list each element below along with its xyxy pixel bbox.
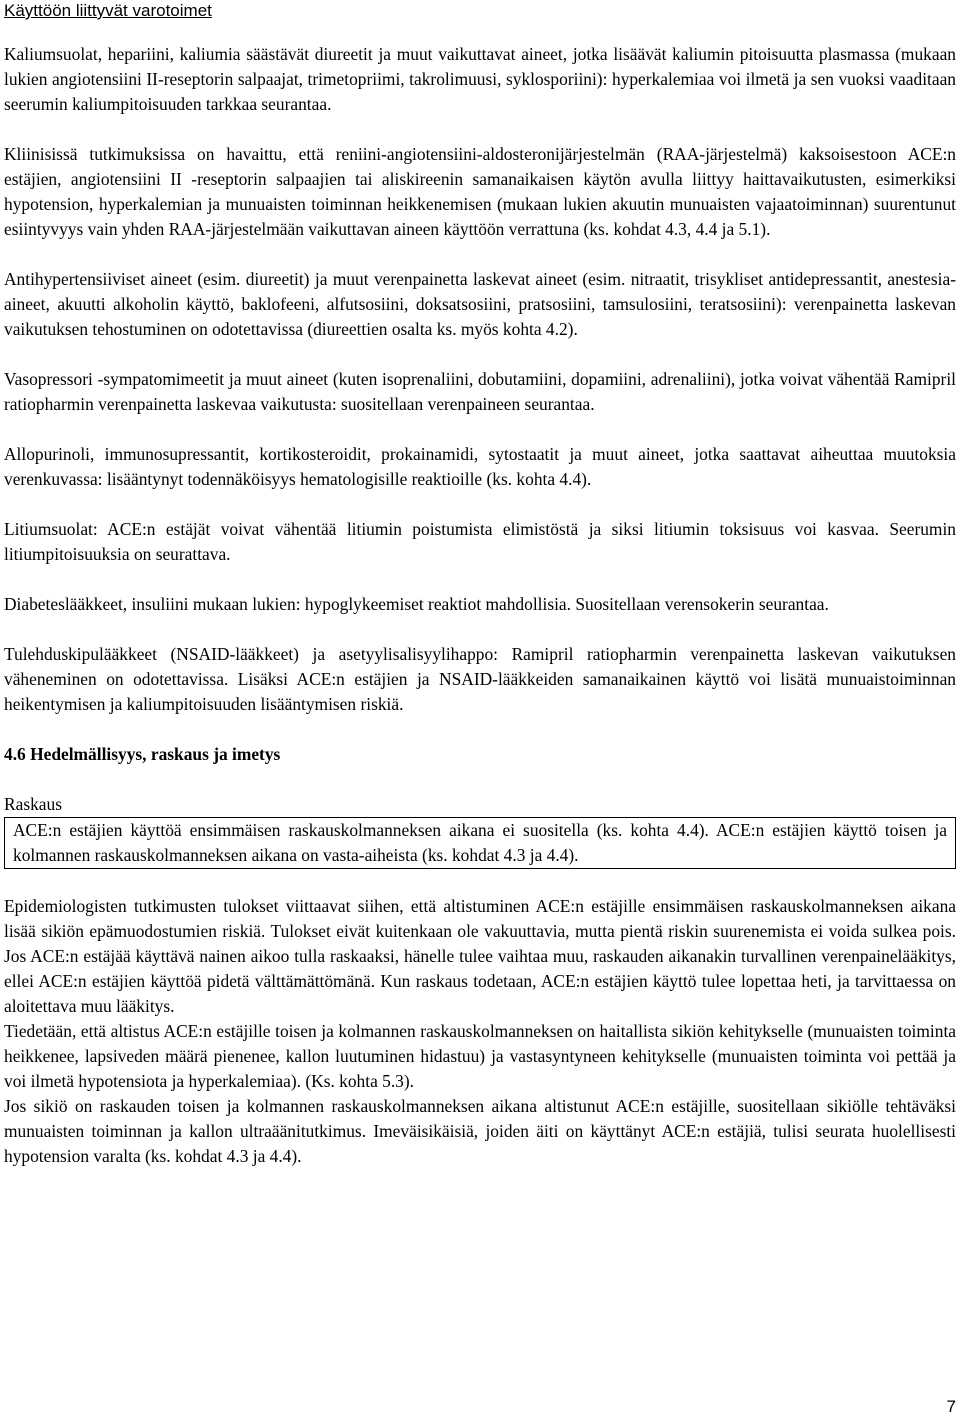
paragraph-epidemiology: Epidemiologisten tutkimusten tulokset viittaavat siihen, että altistuminen ACE:n estäjille ensimmäisen raskauskolmanneksen aikana lisää sikiön epämuodostumien riskiä. Tulokset eivät kuitenkaan ole vakuuttavia, mutta pientä riskin suurenemista ei voida sulkea pois. Jos ACE:n estäjää käyttävä nainen aikoo tulla raskaaksi, hänelle tulee vaihtaa muu, raskauden aikanakin turvallinen verenpainelääkitys, ellei ACE:n estäjien käyttöä pidetä välttämättömänä. Kun raskaus todetaan, ACE:n estäjien käyttö tulee lopettaa heti, ja tarvittaessa on aloitettava muu lääkitys. — [4, 896, 956, 1016]
paragraph-potassium: Kaliumsuolat, hepariini, kaliumia säästävät diureetit ja muut vaikuttavat aineet, jotka lisäävät kaliumin pitoisuutta plasmassa (mukaan lukien angiotensiini II-reseptorin salpaajat, trimetopriimi, takrolimuusi, syklosporiini): hyperkalemiaa voi ilmetä ja sen vuoksi vaaditaan seerumin kaliumpitoisuuden tarkkaa seurantaa. — [4, 44, 956, 114]
paragraph-diabetes: Diabeteslääkkeet, insuliini mukaan lukien: hypoglykeemiset reaktiot mahdollisia. Suositellaan verensokerin seurantaa. — [4, 594, 829, 614]
boxed-warning-text: ACE:n estäjien käyttöä ensimmäisen raskauskolmanneksen aikana ei suositella (ks. kohta 4.4). ACE:n estäjien käyttö toisen ja kolmannen raskauskolmanneksen aikana on vasta-aiheista (ks. kohdat 4.3 ja 4.4). — [13, 820, 947, 865]
document-page — [4, 0, 956, 1169]
boxed-warning — [4, 817, 956, 869]
paragraph-raa-blockade: Kliinisissä tutkimuksissa on havaittu, että reniini-angiotensiini-aldosteronijärjestelmän (RAA-järjestelmä) kaksoisestoon ACE:n estäjien, angiotensiini II -reseptorin salpaajien tai aliskireenin samanaikaisen käytön avulla liittyy haittavaikutusten, esimerkiksi hypotension, hyperkalemian ja munuaisten toiminnan heikkenemisen (mukaan lukien akuutin munuaisten vajaatoiminnan) suurentunut esiintyvyys vain yhden RAA-järjestelmään vaikuttavan aineen käyttöön verrattuna (ks. kohdat 4.3, 4.4 ja 5.1). — [4, 144, 956, 239]
paragraph-allopurinol: Allopurinoli, immunosupressantit, kortikosteroidit, prokainamidi, sytostaatit ja muut aineet, jotka saattavat aiheuttaa muutoksia verenkuvassa: lisääntynyt todennäköisyys hematologisille reaktioille (ks. kohta 4.4). — [4, 444, 956, 489]
paragraph-ultrasound: Jos sikiö on raskauden toisen ja kolmannen raskauskolmanneksen aikana altistunut ACE:n estäjille, suositellaan sikiölle tehtäväksi munuaisten toiminnan ja kallon ultraäänitutkimus. Imeväisikäisiä, joiden äiti on käyttänyt ACE:n estäjiä, tulisi seurata huolellisesti hypotension varalta (ks. kohdat 4.3 ja 4.4). — [4, 1096, 956, 1166]
section-heading-precautions: Käyttöön liittyvät varotoimet — [4, 1, 212, 20]
paragraph-antihypertensives: Antihypertensiiviset aineet (esim. diureetit) ja muut verenpainetta laskevat aineet (esim. nitraatit, trisykliset antidepressantit, anestesia-aineet, akuutti alkoholin käyttö, baklofeeni, alfutsosiini, doksatsosiini, pratsosiini, tamsulosiini, teratsosiini): verenpainetta laskevan vaikutuksen tehostuminen on odotettavissa (diureettien osalta ks. myös kohta 4.2). — [4, 269, 956, 339]
subheading-pregnancy: Raskaus — [4, 794, 62, 814]
page-number: 7 — [946, 1397, 956, 1416]
paragraph-nsaid: Tulehduskipulääkkeet (NSAID-lääkkeet) ja asetyylisalisyylihappo: Ramipril ratiopharmin verenpainetta laskevan vaikutuksen väheneminen on odotettavissa. Lisäksi ACE:n estäjien ja NSAID-lääkkeiden samanaikainen käyttö voi lisätä munuaistoiminnan heikentymisen ja kaliumpitoisuuden lisääntymisen riskiä. — [4, 644, 956, 714]
paragraph-vasopressors: Vasopressori -sympatomimeetit ja muut aineet (kuten isoprenaliini, dobutamiini, dopamiini, adrenaliini), jotka voivat vähentää Ramipril ratiopharmin verenpainetta laskevaa vaikutusta: suositellaan verenpaineen seurantaa. — [4, 369, 956, 414]
paragraph-lithium: Litiumsuolat: ACE:n estäjät voivat vähentää litiumin poistumista elimistöstä ja siksi litiumin toksisuus voi kasvaa. Seerumin litiumpitoisuuksia on seurattava. — [4, 519, 956, 564]
paragraph-exposure: Tiedetään, että altistus ACE:n estäjille toisen ja kolmannen raskauskolmanneksen on haitallista sikiön kehitykselle (munuaisten toiminta heikkenee, lapsiveden määrä pienenee, kallon luutuminen hidastuu) ja vastasyntyneen kehitykselle (munuaisten toiminta voi pettää ja voi ilmetä hypotensiota ja hyperkalemiaa). (Ks. kohta 5.3). — [4, 1021, 956, 1091]
section-title-fertility: 4.6 Hedelmällisyys, raskaus ja imetys — [4, 744, 281, 764]
